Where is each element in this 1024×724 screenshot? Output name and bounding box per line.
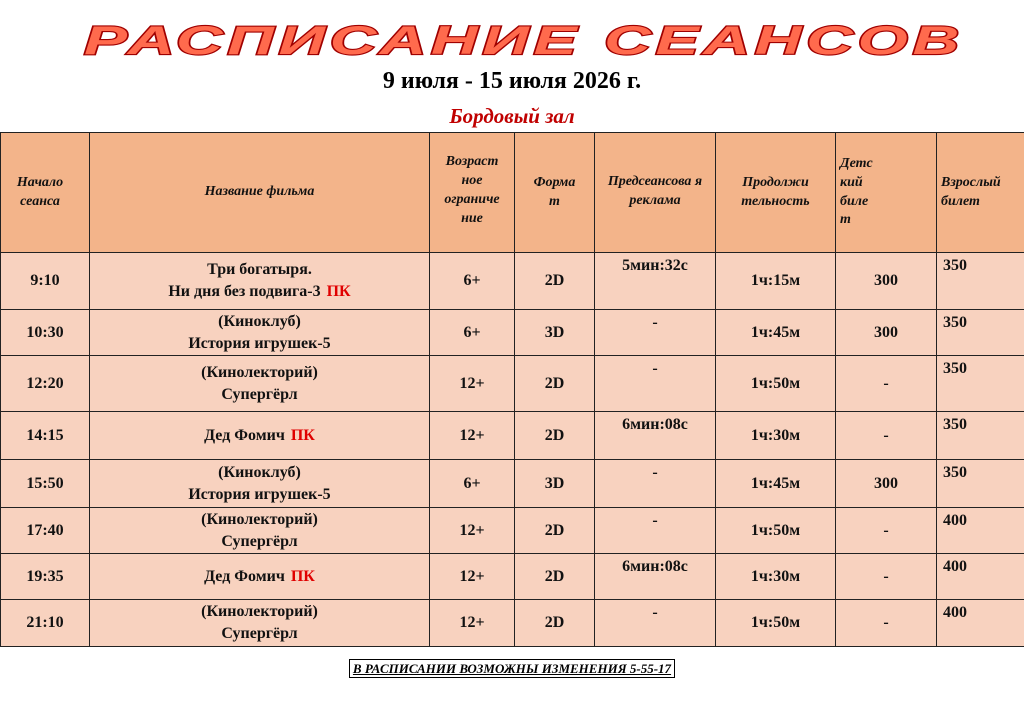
- column-header-age: Возраст ное ограниче ние: [430, 133, 515, 253]
- cell-film-title: [90, 310, 430, 356]
- cell-adult-price: 350: [937, 460, 1024, 508]
- film-title-text: История игрушек-5: [188, 334, 331, 352]
- cell-start-time: 9:10: [1, 253, 90, 310]
- cell-child-price: -: [836, 600, 937, 647]
- cell-age-rating: 6+: [430, 460, 515, 508]
- cell-start-time: 10:30: [1, 310, 90, 356]
- cell-duration: 1ч:15м: [716, 253, 836, 310]
- banner-text: РАСПИСАНИЕ СЕАНСОВ: [84, 19, 964, 63]
- cell-duration: 1ч:50м: [716, 600, 836, 647]
- table-row: [1, 310, 1024, 356]
- banner-wordart: [76, 18, 972, 64]
- film-title-text: Дед Фомич: [204, 426, 285, 444]
- film-title-line1: (Кинолекторий): [201, 603, 318, 621]
- cell-age-rating: 12+: [430, 356, 515, 412]
- column-header-format: Форма т: [515, 133, 595, 253]
- cell-duration: 1ч:50м: [716, 508, 836, 554]
- cell-start-time: 12:20: [1, 356, 90, 412]
- cell-age-rating: 6+: [430, 253, 515, 310]
- film-title-line2: [90, 384, 429, 406]
- cell-age-rating: 12+: [430, 412, 515, 460]
- cell-film-title: [90, 253, 430, 310]
- cell-ad-duration: -: [595, 356, 716, 412]
- film-title-line2: [90, 281, 429, 303]
- column-header-ad: Предсеансова я реклама: [595, 133, 716, 253]
- pk-label: ПК: [290, 567, 315, 585]
- table-row: [1, 412, 1024, 460]
- cell-start-time: 15:50: [1, 460, 90, 508]
- column-header-duration: Продолжи тельность: [716, 133, 836, 253]
- cell-format: 3D: [515, 460, 595, 508]
- cell-start-time: 19:35: [1, 554, 90, 600]
- film-title-text: Супергёрл: [221, 625, 298, 642]
- cell-ad-duration: 5мин:32с: [595, 253, 716, 310]
- banner-title: [76, 18, 972, 64]
- cell-film-title: [90, 460, 430, 508]
- table-row: [1, 460, 1024, 508]
- cell-format: 2D: [515, 600, 595, 647]
- cell-film-title: [90, 412, 430, 460]
- film-title-line1: (Кинолекторий): [201, 510, 318, 528]
- date-range: 9 июля - 15 июля 2026 г.: [382, 68, 642, 94]
- cell-adult-price: 400: [937, 554, 1024, 600]
- film-title-text: Дед Фомич: [204, 567, 285, 585]
- cell-adult-price: 350: [937, 412, 1024, 460]
- cell-start-time: 21:10: [1, 600, 90, 647]
- film-title-text: Супергёрл: [221, 532, 298, 550]
- cell-child-price: -: [836, 356, 937, 412]
- cell-film-title: [90, 508, 430, 554]
- cell-ad-duration: -: [595, 508, 716, 554]
- cell-film-title: [90, 600, 430, 647]
- table-row: [1, 253, 1024, 310]
- film-title-line1: (Киноклуб): [218, 463, 301, 481]
- film-title-line2: [90, 484, 429, 506]
- cell-child-price: 300: [836, 460, 937, 508]
- pk-label: ПК: [290, 426, 315, 444]
- schedule-rows: [1, 253, 1024, 647]
- cell-age-rating: 12+: [430, 554, 515, 600]
- cell-format: 3D: [515, 310, 595, 356]
- cell-format: 2D: [515, 554, 595, 600]
- cell-start-time: 14:15: [1, 412, 90, 460]
- table-header-row: [1, 133, 1024, 253]
- film-title-line2: [90, 531, 429, 553]
- cell-ad-duration: 6мин:08с: [595, 554, 716, 600]
- film-title-text: Ни дня без подвига-3: [168, 283, 321, 300]
- film-title-line2: [90, 623, 429, 645]
- cell-duration: 1ч:45м: [716, 460, 836, 508]
- hall-name: Бордовый зал: [449, 104, 575, 128]
- cell-format: 2D: [515, 253, 595, 310]
- cell-child-price: -: [836, 554, 937, 600]
- cell-format: 2D: [515, 356, 595, 412]
- cell-duration: 1ч:30м: [716, 412, 836, 460]
- film-title-line1: (Кинолекторий): [201, 363, 318, 381]
- column-header-adult: Взрослый билет: [937, 133, 1024, 253]
- cell-ad-duration: -: [595, 600, 716, 647]
- cell-ad-duration: -: [595, 460, 716, 508]
- cell-age-rating: 6+: [430, 310, 515, 356]
- table-row: [1, 600, 1024, 647]
- footer-note-text: В РАСПИСАНИИ ВОЗМОЖНЫ ИЗМЕНЕНИЯ 5-55-17: [349, 659, 675, 678]
- film-title-line2: [90, 333, 429, 355]
- cell-format: 2D: [515, 412, 595, 460]
- cell-film-title: [90, 356, 430, 412]
- column-header-start: Начало сеанса: [1, 133, 90, 253]
- cell-start-time: 17:40: [1, 508, 90, 554]
- cell-ad-duration: 6мин:08с: [595, 412, 716, 460]
- film-title-line1: Три богатыря.: [207, 261, 312, 279]
- cell-adult-price: 350: [937, 356, 1024, 412]
- cell-duration: 1ч:30м: [716, 554, 836, 600]
- cell-adult-price: 400: [937, 600, 1024, 647]
- cell-duration: 1ч:50м: [716, 356, 836, 412]
- cell-adult-price: 400: [937, 508, 1024, 554]
- cell-film-title: [90, 554, 430, 600]
- cell-child-price: 300: [836, 253, 937, 310]
- footer-note: [0, 660, 1024, 678]
- table-row: [1, 356, 1024, 412]
- film-title-line1: (Киноклуб): [218, 312, 301, 330]
- cell-ad-duration: -: [595, 310, 716, 356]
- column-header-film: Название фильма: [90, 133, 430, 253]
- cell-adult-price: 350: [937, 310, 1024, 356]
- cell-child-price: -: [836, 412, 937, 460]
- cell-child-price: 300: [836, 310, 937, 356]
- cell-adult-price: 350: [937, 253, 1024, 310]
- cell-duration: 1ч:45м: [716, 310, 836, 356]
- table-row: [1, 508, 1024, 554]
- film-title-line2: [90, 425, 429, 447]
- table-row: [1, 554, 1024, 600]
- column-header-child: Детс кий биле т: [836, 133, 937, 253]
- schedule-table: [0, 132, 1024, 647]
- film-title-text: Супергёрл: [221, 385, 298, 403]
- cell-age-rating: 12+: [430, 508, 515, 554]
- film-title-line2: [90, 566, 429, 588]
- film-title-text: История игрушек-5: [188, 485, 331, 503]
- cell-format: 2D: [515, 508, 595, 554]
- cell-age-rating: 12+: [430, 600, 515, 647]
- cell-child-price: -: [836, 508, 937, 554]
- pk-label: ПК: [326, 283, 351, 300]
